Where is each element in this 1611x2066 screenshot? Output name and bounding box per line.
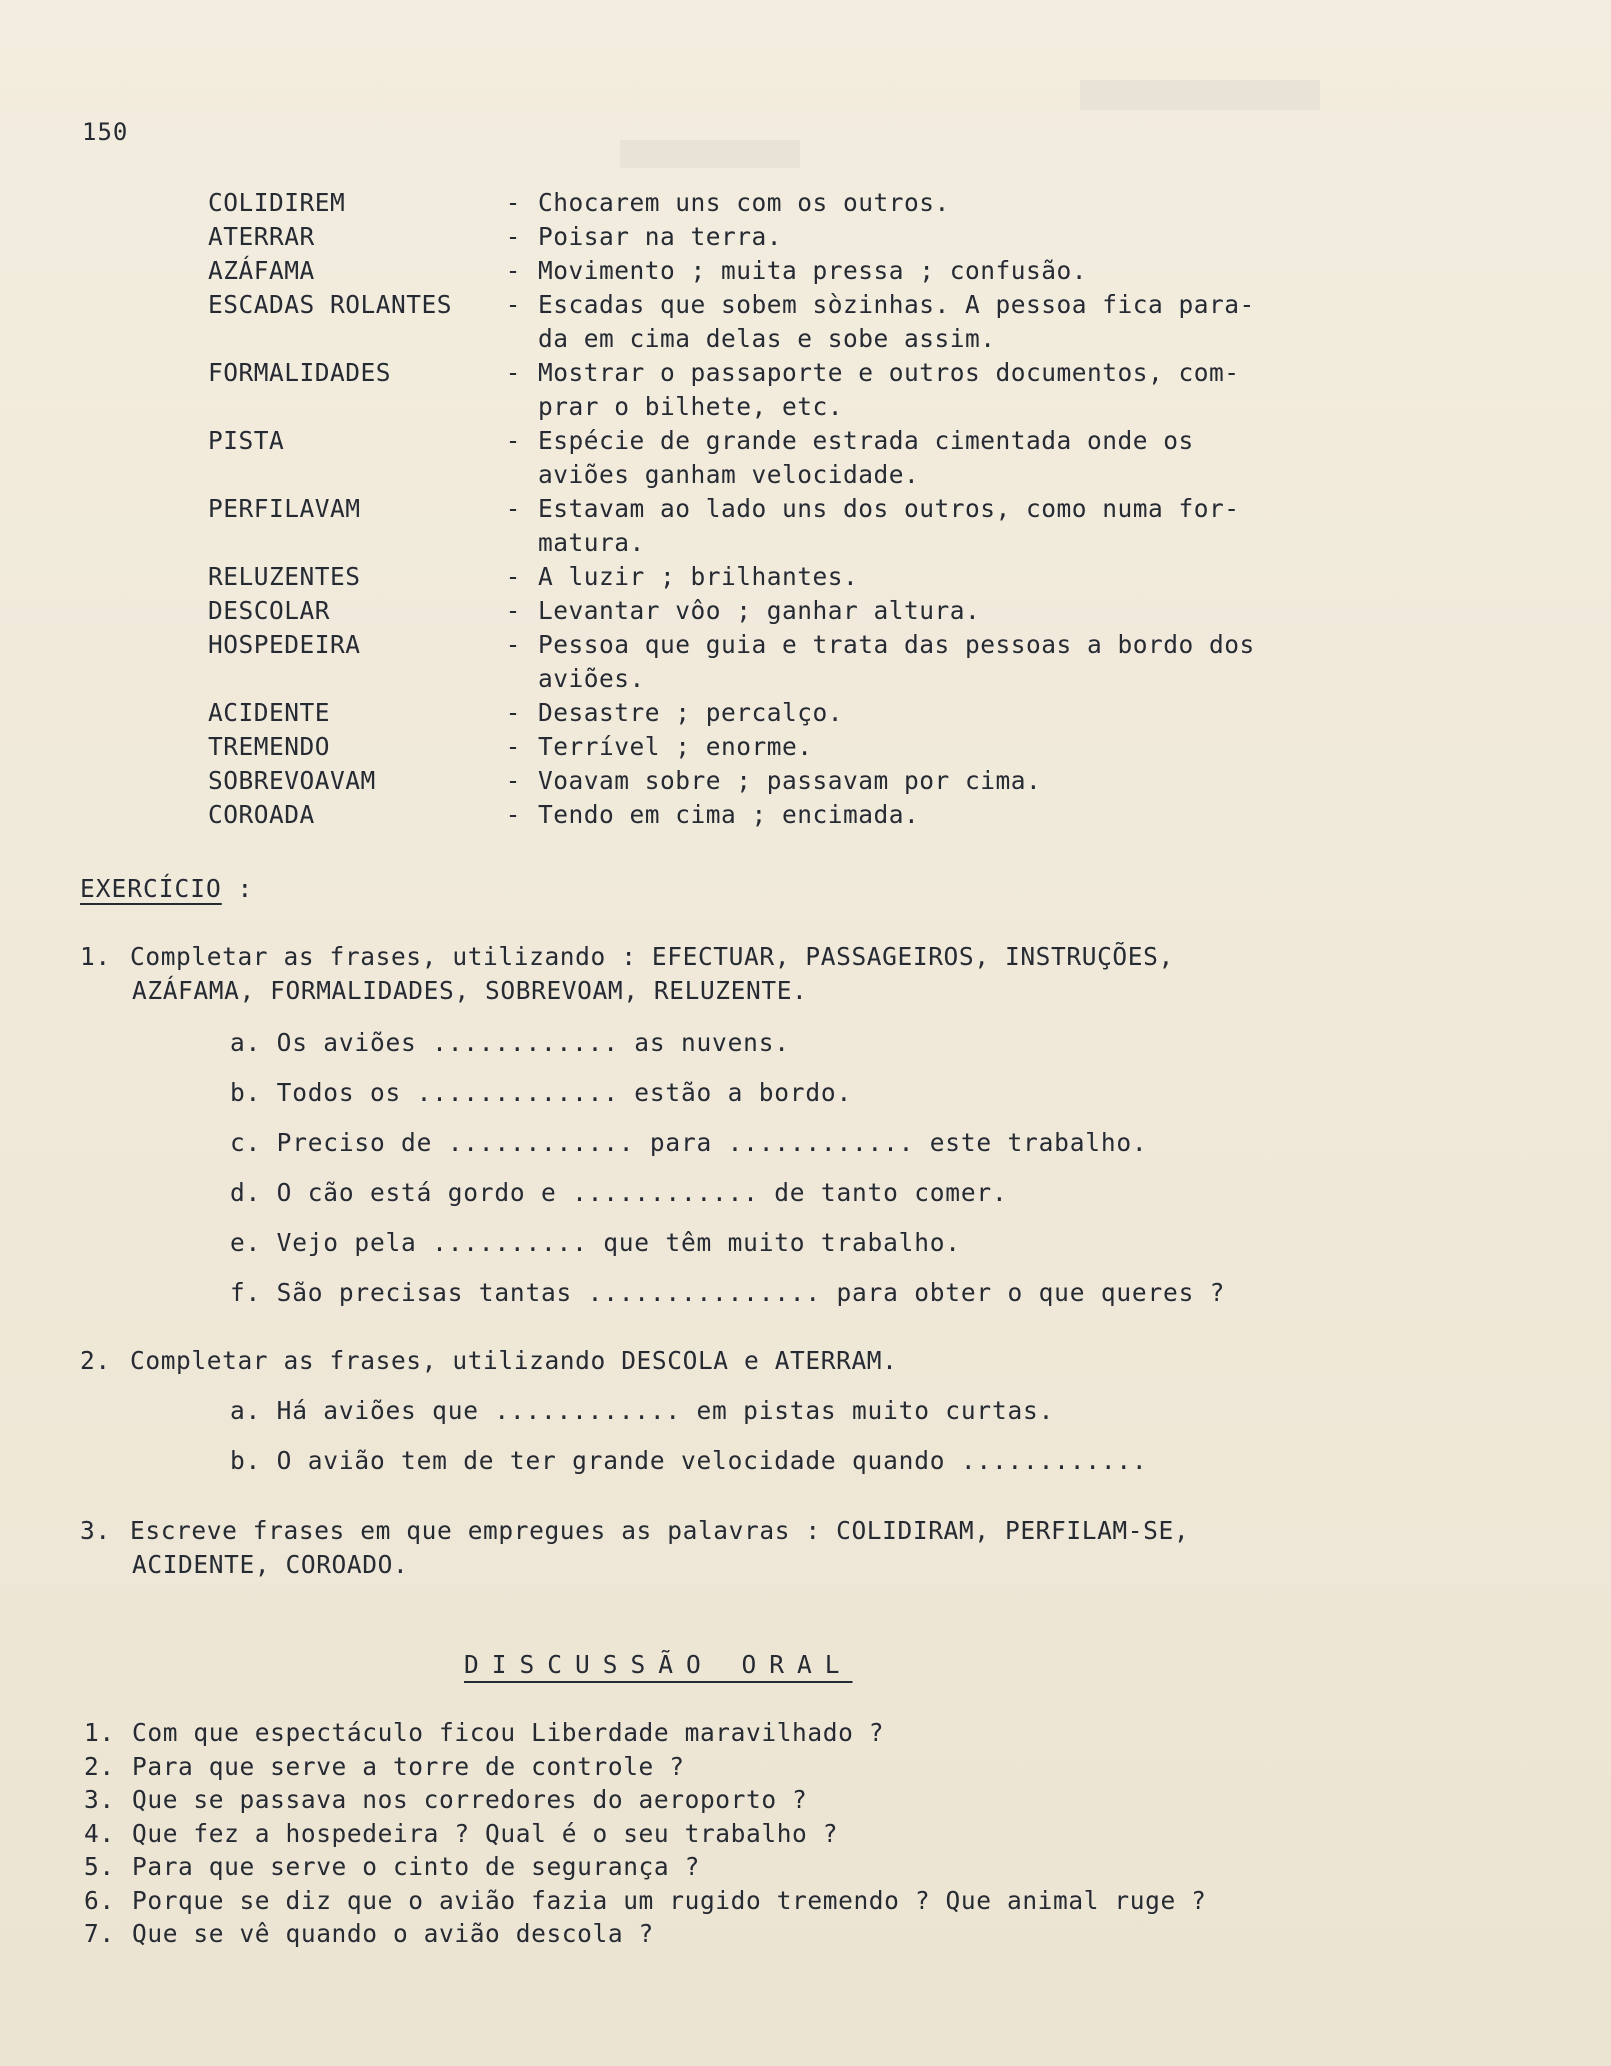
exercise-number: 1. [80, 942, 111, 971]
show-through-texture [620, 140, 800, 168]
exercise-item: e. Vejo pela .......... que têm muito trabalho. [230, 1228, 961, 1257]
glossary-term: ATERRAR [208, 222, 315, 251]
glossary-row [208, 764, 1348, 798]
glossary-dash: - [505, 426, 521, 455]
glossary-definition: prar o bilhete, etc. [538, 392, 844, 421]
glossary-term: SOBREVOAVAM [208, 766, 376, 795]
exercise-1-instructions [80, 940, 1174, 1008]
exercise-heading [80, 874, 253, 903]
show-through-texture [1080, 80, 1320, 110]
question-row [84, 1884, 1384, 1918]
glossary-definition: A luzir ; brilhantes. [538, 562, 859, 591]
question-text: Que se passava nos corredores do aeroporto ? [132, 1785, 808, 1814]
glossary-row [208, 254, 1348, 288]
glossary-term: ACIDENTE [208, 698, 331, 727]
exercise-instruction-continued: ACIDENTE, COROADO. [132, 1550, 409, 1579]
question-text: Para que serve o cinto de segurança ? [132, 1852, 700, 1881]
discussion-questions [84, 1716, 1384, 1951]
glossary-row [208, 696, 1348, 730]
glossary-row [208, 322, 1348, 356]
exercise-instruction-continued: AZÁFAMA, FORMALIDADES, SOBREVOAM, RELUZENTE. [132, 976, 808, 1005]
exercise-instruction: Escreve frases em que empregues as palavras : COLIDIRAM, PERFILAM-SE, [130, 1516, 1190, 1545]
question-text: Com que espectáculo ficou Liberdade maravilhado ? [132, 1718, 885, 1747]
glossary-term [208, 526, 488, 560]
glossary-row [208, 288, 1348, 322]
glossary-definition: Chocarem uns com os outros. [538, 188, 950, 217]
question-text: Que fez a hospedeira ? Qual é o seu trabalho ? [132, 1818, 839, 1848]
glossary-row [208, 662, 1348, 696]
glossary-row [208, 424, 1348, 458]
glossary-dash [488, 526, 538, 560]
glossary-term [208, 458, 488, 492]
glossary-row [208, 356, 1348, 390]
glossary-term [208, 322, 488, 356]
exercise-item: f. São precisas tantas ............... para obter o que queres ? [230, 1278, 1226, 1307]
glossary-row [208, 492, 1348, 526]
exercise-heading-label: EXERCÍCIO [80, 874, 222, 903]
glossary-definition: Espécie de grande estrada cimentada onde os [538, 426, 1194, 455]
glossary-dash [488, 458, 538, 492]
glossary-term: COLIDIREM [208, 188, 346, 217]
question-row [84, 1817, 1384, 1851]
glossary-term: PERFILAVAM [208, 494, 361, 523]
glossary-dash: - [505, 256, 521, 285]
question-number: 2. [84, 1751, 115, 1781]
glossary-dash: - [505, 698, 521, 727]
glossary [208, 186, 1348, 832]
glossary-term: RELUZENTES [208, 562, 361, 591]
glossary-dash [488, 390, 538, 424]
glossary-dash [488, 322, 538, 356]
glossary-row [208, 186, 1348, 220]
glossary-definition: aviões ganham velocidade. [538, 460, 920, 489]
exercise-instruction: Completar as frases, utilizando DESCOLA e ATERRAM. [130, 1346, 898, 1375]
question-row [84, 1917, 1384, 1951]
glossary-definition: da em cima delas e sobe assim. [538, 324, 996, 353]
glossary-row [208, 458, 1348, 492]
question-row [84, 1783, 1384, 1817]
exercise-heading-colon: : [237, 874, 254, 903]
glossary-row [208, 798, 1348, 832]
page-number: 150 [82, 118, 129, 146]
glossary-definition: Terrível ; enorme. [538, 732, 813, 761]
exercise-item: a. Há aviões que ............ em pistas muito curtas. [230, 1396, 1055, 1425]
exercise-item: d. O cão está gordo e ............ de tanto comer. [230, 1178, 1008, 1207]
glossary-term: DESCOLAR [208, 596, 331, 625]
glossary-definition: Desastre ; percalço. [538, 698, 844, 727]
glossary-term: FORMALIDADES [208, 358, 392, 387]
question-number: 5. [84, 1852, 115, 1881]
exercise-instruction: Completar as frases, utilizando : EFECTUAR, PASSAGEIROS, INSTRUÇÕES, [130, 942, 1174, 971]
question-number: 6. [84, 1885, 115, 1915]
glossary-definition: matura. [538, 528, 645, 557]
glossary-dash: - [505, 630, 521, 659]
glossary-dash [488, 662, 538, 696]
question-row [84, 1850, 1384, 1884]
question-text: Para que serve a torre de controle ? [132, 1751, 685, 1781]
glossary-dash: - [505, 494, 521, 523]
glossary-dash: - [505, 800, 521, 829]
glossary-term: HOSPEDEIRA [208, 630, 361, 659]
glossary-dash: - [505, 358, 521, 387]
glossary-definition: Levantar vôo ; ganhar altura. [538, 596, 981, 625]
glossary-definition: Escadas que sobem sòzinhas. A pessoa fica para- [538, 290, 1255, 319]
glossary-term: AZÁFAMA [208, 256, 315, 285]
exercise-number: 3. [80, 1516, 111, 1545]
glossary-term: TREMENDO [208, 732, 331, 761]
glossary-row [208, 628, 1348, 662]
question-text: Porque se diz que o avião fazia um rugido tremendo ? Que animal ruge ? [132, 1885, 1207, 1915]
glossary-definition: Mostrar o passaporte e outros documentos, com- [538, 358, 1240, 387]
glossary-dash: - [505, 766, 521, 795]
glossary-row [208, 526, 1348, 560]
glossary-definition: Estavam ao lado uns dos outros, como numa for- [538, 494, 1240, 523]
question-text: Que se vê quando o avião descola ? [132, 1919, 654, 1948]
question-number: 1. [84, 1718, 115, 1747]
glossary-row [208, 594, 1348, 628]
question-row [84, 1716, 1384, 1750]
question-row [84, 1750, 1384, 1784]
glossary-dash: - [505, 562, 521, 591]
exercise-item: b. Todos os ............. estão a bordo. [230, 1078, 853, 1107]
question-number: 3. [84, 1785, 115, 1814]
glossary-dash: - [505, 222, 521, 251]
exercise-item: a. Os aviões ............ as nuvens. [230, 1028, 790, 1057]
glossary-definition: aviões. [538, 664, 645, 693]
glossary-dash: - [505, 596, 521, 625]
glossary-row [208, 730, 1348, 764]
glossary-dash: - [505, 290, 521, 319]
glossary-definition: Voavam sobre ; passavam por cima. [538, 766, 1042, 795]
glossary-row [208, 220, 1348, 254]
glossary-definition: Tendo em cima ; encimada. [538, 800, 920, 829]
exercise-3-instructions [80, 1514, 1189, 1582]
exercise-item: b. O avião tem de ter grande velocidade quando ............ [230, 1446, 1148, 1475]
exercise-2-instructions [80, 1344, 898, 1378]
glossary-row [208, 390, 1348, 424]
glossary-dash: - [505, 732, 521, 761]
glossary-definition: Pessoa que guia e trata das pessoas a bordo dos [538, 630, 1255, 659]
glossary-definition: Poisar na terra. [538, 222, 783, 251]
question-number: 7. [84, 1919, 115, 1948]
glossary-term [208, 390, 488, 424]
exercise-item: c. Preciso de ............ para ............ este trabalho. [230, 1128, 1148, 1157]
exercise-number: 2. [80, 1346, 111, 1375]
glossary-definition: Movimento ; muita pressa ; confusão. [538, 256, 1088, 285]
question-number: 4. [84, 1818, 115, 1848]
glossary-dash: - [505, 188, 521, 217]
glossary-term [208, 662, 488, 696]
glossary-term: COROADA [208, 800, 315, 829]
discussion-title: DISCUSSÃO ORAL [464, 1650, 853, 1679]
glossary-row [208, 560, 1348, 594]
glossary-term: ESCADAS ROLANTES [208, 290, 453, 319]
glossary-term: PISTA [208, 426, 285, 455]
